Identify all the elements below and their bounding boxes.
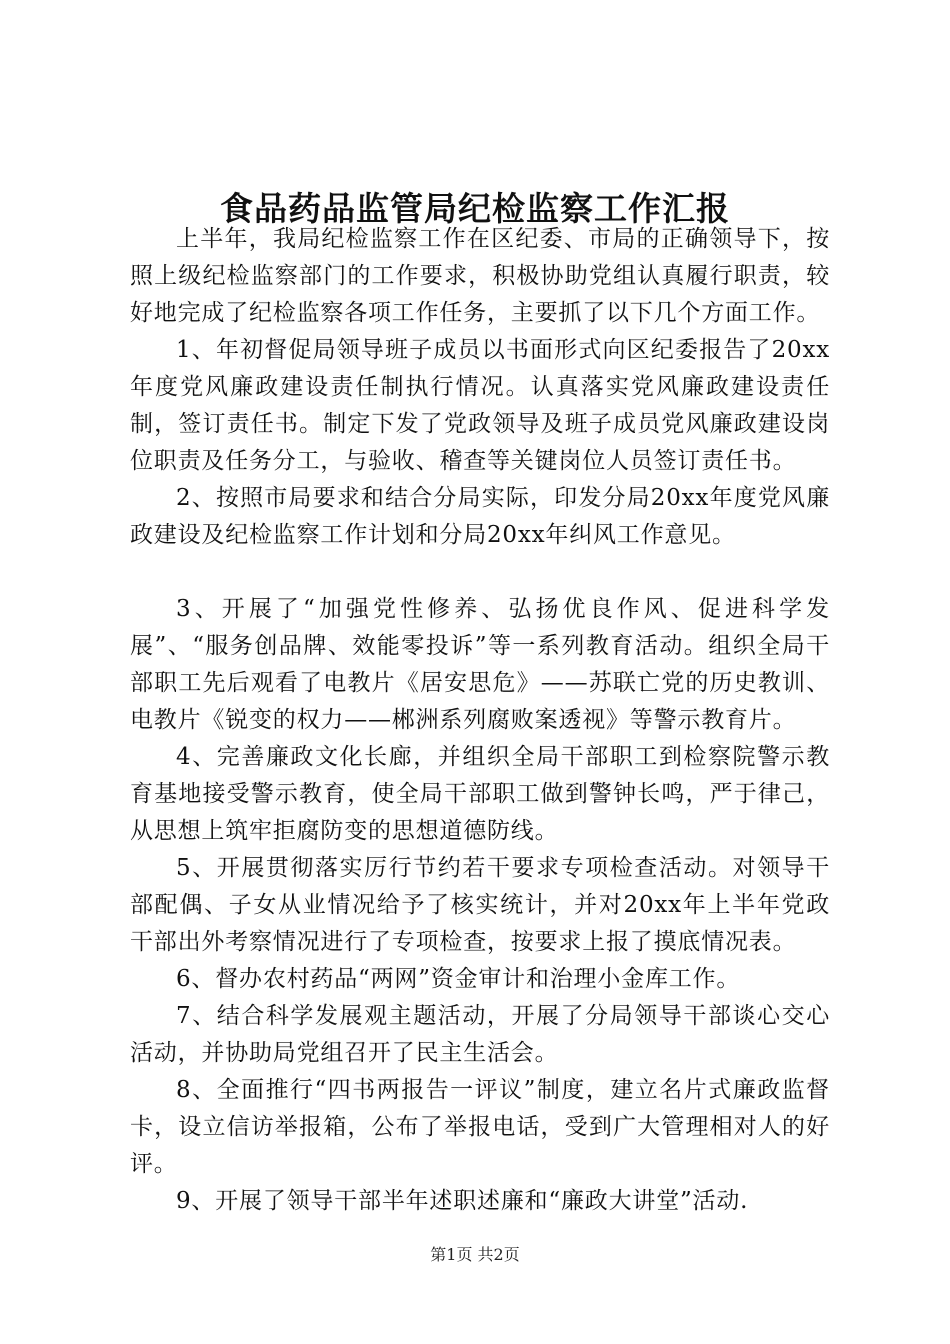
page-footer: 第1页 共2页 <box>430 1245 520 1264</box>
paragraph-intro: 上半年，我局纪检监察工作在区纪委、市局的正确领导下，按照上级纪检监察部门的工作要求，积极协助党组认真履行职责，较好地完成了纪检监察各项工作任务，主要抓了以下几个方面工作。 <box>130 226 830 326</box>
document-title: 食品药品监管局纪检监察工作汇报 <box>220 189 730 228</box>
paragraph-item-8: 8、全面推行“四书两报告一评议”制度，建立名片式廉政监督卡，设立信访举报箱，公布了举报电话，受到广大管理相对人的好评。 <box>130 1077 830 1177</box>
paragraph-item-6: 6、督办农村药品“两网”资金审计和治理小金库工作。 <box>176 966 741 992</box>
paragraph-item-3: 3、开展了“加强党性修养、弘扬优良作风、促进科学发展”、“服务创品牌、效能零投诉”等一系列教育活动。组织全局干部职工先后观看了电教片《居安思危》——苏联亡党的历史教训、电教片《锐变的权力——郴洲系列腐败案透视》等警示教育片。 <box>130 596 830 733</box>
paragraph-item-9: 9、开展了领导干部半年述职述廉和“廉政大讲堂”活动. <box>176 1188 749 1214</box>
document-body <box>130 221 830 1220</box>
paragraph-item-7: 7、结合科学发展观主题活动，开展了分局领导干部谈心交心活动，并协助局党组召开了民主生活会。 <box>130 1003 830 1066</box>
paragraph-item-4: 4、完善廉政文化长廊，并组织全局干部职工到检察院警示教育基地接受警示教育，使全局干部职工做到警钟长鸣，严于律己，从思想上筑牢拒腐防变的思想道德防线。 <box>130 744 830 844</box>
paragraph-item-1: 1、年初督促局领导班子成员以书面形式向区纪委报告了20xx年度党风廉政建设责任制执行情况。认真落实党风廉政建设责任制，签订责任书。制定下发了党政领导及班子成员党风廉政建设岗位职责及任务分工，与验收、稽查等关键岗位人员签订责任书。 <box>130 337 830 474</box>
paragraph-item-5: 5、开展贯彻落实厉行节约若干要求专项检查活动。对领导干部配偶、子女从业情况给予了核实统计，并对20xx年上半年党政干部出外考察情况进行了专项检查，按要求上报了摸底情况表。 <box>130 855 830 955</box>
paragraph-item-2: 2、按照市局要求和结合分局实际，印发分局20xx年度党风廉政建设及纪检监察工作计划和分局20xx年纠风工作意见。 <box>130 485 830 548</box>
